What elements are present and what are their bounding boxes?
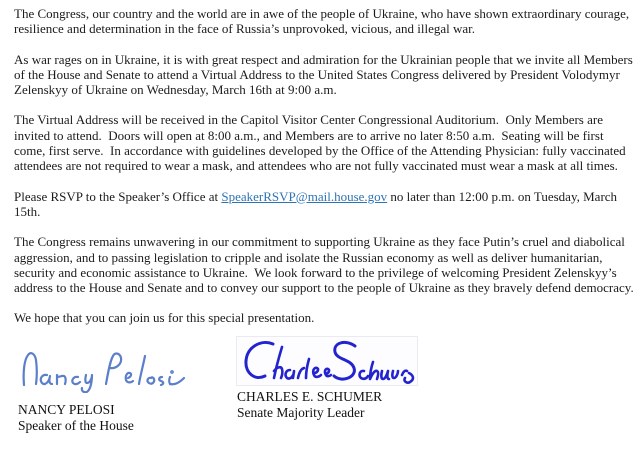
signer-pelosi bbox=[18, 341, 234, 434]
signer-schumer bbox=[237, 337, 417, 421]
paragraph-closing: We hope that you can join us for this special presentation. bbox=[14, 310, 315, 326]
paragraph-commitment: The Congress remains unwavering in our commitment to supporting Ukraine as they face Putin’s cruel and diabolical aggression, and to passing legislation to cripple and isolate the Russian economy as well as deliver humanitarian, security and economic assistance to Ukraine. We look forward to the privilege of welcoming President Zelenskyy’s address to the House and Senate and to convey our support to the people of Ukraine as they bravely defend democracy. bbox=[14, 234, 634, 296]
paragraph-rsvp bbox=[14, 189, 634, 220]
paragraph-awe: The Congress, our country and the world are in awe of the people of Ukraine, who have shown extraordinary courage, resilience and determination in the face of Russia’s unprovoked, vicious, and illegal war. bbox=[14, 6, 633, 37]
pelosi-signature-handwriting-icon bbox=[18, 341, 193, 393]
signer-title: Senate Majority Leader bbox=[237, 404, 365, 420]
paragraph-invitation: As war rages on in Ukraine, it is with great respect and admiration for the Ukrainian people that we invite all Members of the House and Senate to attend a Virtual Address to the United States Congress delivered by President Volodymyr Zelenskyy of Ukraine on Wednesday, March 16th at 9:00 a.m. bbox=[14, 51, 637, 98]
paragraph-logistics: The Virtual Address will be received in the Capitol Visitor Center Congressional Auditorium. Only Members are invited to attend. Doors will open at 8:00 a.m., and Members are to arrive no later 8:50 a.m. Seating will be first come, first serve. In accordance with guidelines developed by the Office of the Attending Physician: fully vaccinated attendees are not required to wear a mask, and attendees who are not fully vaccinated must wear a mask at all times. bbox=[14, 112, 629, 174]
signature-block bbox=[14, 341, 632, 434]
schumer-signature-handwriting-icon bbox=[237, 337, 417, 385]
signer-name: NANCY PELOSI bbox=[18, 401, 115, 417]
rsvp-text-after: no later than 12:00 p.m. on Tuesday, March 15th. bbox=[14, 188, 621, 219]
rsvp-text-before: Please RSVP to the Speaker’s Office at bbox=[14, 188, 222, 204]
signer-name: CHARLES E. SCHUMER bbox=[237, 388, 383, 404]
rsvp-email-link[interactable]: SpeakerRSVP@mail.house.gov bbox=[221, 188, 388, 204]
signer-title: Speaker of the House bbox=[18, 417, 134, 433]
